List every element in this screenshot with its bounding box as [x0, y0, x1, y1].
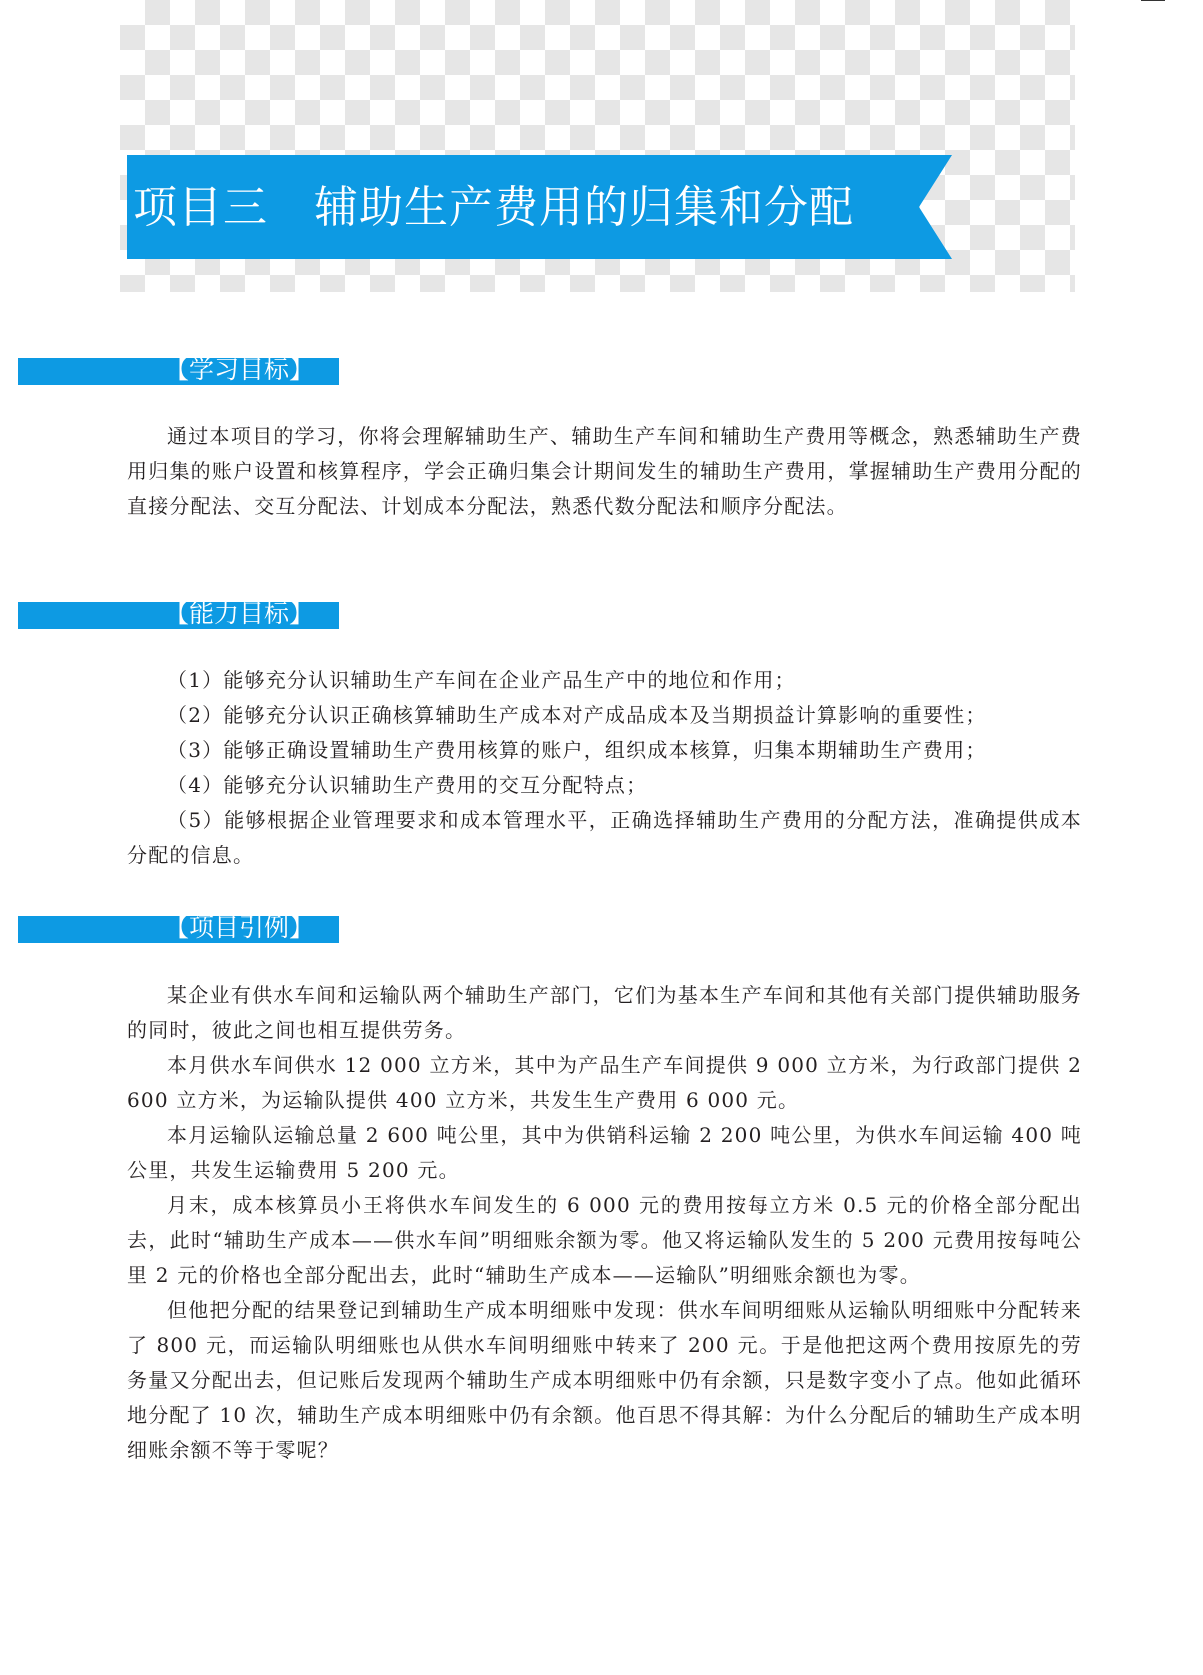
section-header-ability: [18, 599, 339, 629]
section-header-case: [18, 913, 339, 943]
case-study-text: [127, 978, 1082, 1468]
ability-objectives-list: [127, 663, 1082, 873]
section-label-case: 【项目引例】: [164, 913, 315, 942]
paragraph: 通过本项目的学习，你将会理解辅助生产、辅助生产车间和辅助生产费用等概念，熟悉辅助生产费用归集的账户设置和核算程序，学会正确归集会计期间发生的辅助生产费用，掌握辅助生产费用分配的直接分配法、交互分配法、计划成本分配法，熟悉代数分配法和顺序分配法。: [127, 424, 1082, 518]
learning-objectives-text: [127, 419, 1082, 524]
paragraph: 月末，成本核算员小王将供水车间发生的 6 000 元的费用按每立方米 0.5 元的价格全部分配出去，此时“辅助生产成本——供水车间”明细账余额为零。他又将运输队发生的 5 200 元费用按每吨公里 2 元的价格也全部分配出去，此时“辅助生产成本——运输队”明细账余额也为零。: [127, 1193, 1082, 1287]
section-header-learning: [18, 355, 339, 385]
paragraph: 但他把分配的结果登记到辅助生产成本明细账中发现：供水车间明细账从运输队明细账中分配转来了 800 元，而运输队明细账也从供水车间明细账中转来了 200 元。于是他把这两个费用按原先的劳务量又分配出去，但记账后发现两个辅助生产成本明细账中仍有余额，只是数字变小了点。他如此循环地分配了 10 次，辅助生产成本明细账中仍有余额。他百思不得其解：为什么分配后的辅助生产成本明细账余额不等于零呢？: [127, 1298, 1082, 1462]
page-title: [133, 168, 854, 248]
list-item: （1）能够充分认识辅助生产车间在企业产品生产中的地位和作用；: [167, 668, 796, 692]
project-number: 项目三: [133, 182, 268, 233]
paragraph: 本月供水车间供水 12 000 立方米，其中为产品生产车间提供 9 000 立方米，为行政部门提供 2 600 立方米，为运输队提供 400 立方米，共发生生产费用 6 000 元。: [127, 1053, 1082, 1112]
paragraph: 本月运输队运输总量 2 600 吨公里，其中为供销科运输 2 200 吨公里，为供水车间运输 400 吨公里，共发生运输费用 5 200 元。: [127, 1123, 1082, 1182]
project-title: 辅助生产费用的归集和分配: [314, 182, 854, 233]
list-item: （3）能够正确设置辅助生产费用核算的账户，组织成本核算，归集本期辅助生产费用；: [167, 738, 987, 762]
crop-mark: [1141, 0, 1165, 1]
section-label-learning: 【学习目标】: [164, 355, 315, 384]
list-item: （5）能够根据企业管理要求和成本管理水平，正确选择辅助生产费用的分配方法，准确提供成本分配的信息。: [127, 808, 1082, 867]
section-label-ability: 【能力目标】: [164, 599, 315, 628]
list-item: （2）能够充分认识正确核算辅助生产成本对产成品成本及当期损益计算影响的重要性；: [167, 703, 987, 727]
list-item: （4）能够充分认识辅助生产费用的交互分配特点；: [167, 773, 648, 797]
paragraph: 某企业有供水车间和运输队两个辅助生产部门，它们为基本生产车间和其他有关部门提供辅助服务的同时，彼此之间也相互提供劳务。: [127, 983, 1082, 1042]
